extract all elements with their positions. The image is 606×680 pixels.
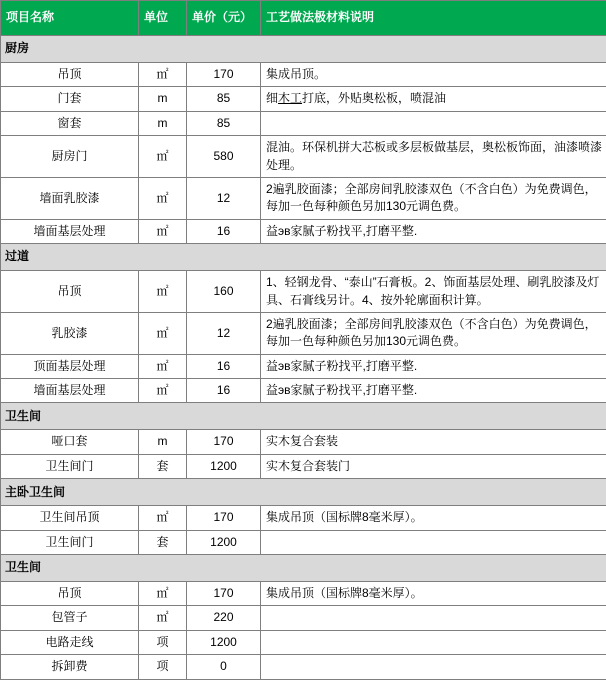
cell-unit-price: 170 <box>187 582 261 606</box>
cell-description: 集成吊顶（国标牌8毫米厚）。 <box>261 506 606 530</box>
cell-item-name: 门套 <box>1 87 139 111</box>
table-row <box>1 219 606 243</box>
cell-description: 2遍乳胶面漆；全部房间乳胶漆双色（不含白色）为免费调色，每加一色每种颜色另加130元调色费。 <box>261 312 606 354</box>
cell-unit-price: 16 <box>187 379 261 403</box>
cell-unit-price: 16 <box>187 219 261 243</box>
cell-item-name: 墙面乳胶漆 <box>1 177 139 219</box>
cell-item-name: 卫生间吊顶 <box>1 506 139 530</box>
table-header-row <box>1 1 606 36</box>
section-row <box>1 403 606 430</box>
cell-unit: ㎡ <box>139 379 187 403</box>
cell-unit-price: 85 <box>187 111 261 135</box>
cell-description: 混油。环保机拼大芯板或多层板做基层，奥松板饰面，油漆喷漆处理。 <box>261 136 606 178</box>
cell-unit: ㎡ <box>139 177 187 219</box>
cell-item-name: 包管子 <box>1 606 139 630</box>
section-row <box>1 479 606 506</box>
cell-item-name: 顶面基层处理 <box>1 354 139 378</box>
cell-item-name: 拆卸费 <box>1 655 139 679</box>
cell-unit: 项 <box>139 630 187 654</box>
cell-description: 集成吊顶。 <box>261 63 606 87</box>
cell-unit: ㎡ <box>139 354 187 378</box>
cell-item-name: 哑口套 <box>1 430 139 454</box>
cell-unit-price: 12 <box>187 177 261 219</box>
cell-item-name: 窗套 <box>1 111 139 135</box>
cell-unit-price: 12 <box>187 312 261 354</box>
section-label: 卫生间 <box>1 555 606 582</box>
cell-unit: m <box>139 87 187 111</box>
cell-unit: ㎡ <box>139 136 187 178</box>
table-row <box>1 582 606 606</box>
cell-unit-price: 220 <box>187 606 261 630</box>
cell-unit-price: 0 <box>187 655 261 679</box>
section-label: 厨房 <box>1 36 606 63</box>
cell-unit-price: 1200 <box>187 530 261 554</box>
table-row <box>1 530 606 554</box>
cell-description: 2遍乳胶面漆；全部房间乳胶漆双色（不含白色）为免费调色，每加一色每种颜色另加130元调色费。 <box>261 177 606 219</box>
cell-unit-price: 85 <box>187 87 261 111</box>
header-cell-unit: 单位 <box>139 1 187 36</box>
cell-unit: 套 <box>139 530 187 554</box>
cell-description: 益эв家腻子粉找平,打磨平整. <box>261 219 606 243</box>
cell-unit-price: 170 <box>187 430 261 454</box>
cell-unit: ㎡ <box>139 312 187 354</box>
cell-description: 益эв家腻子粉找平,打磨平整. <box>261 379 606 403</box>
table-row <box>1 630 606 654</box>
cell-unit: ㎡ <box>139 63 187 87</box>
cell-item-name: 墙面基层处理 <box>1 219 139 243</box>
cell-description: 实木复合套装门 <box>261 454 606 478</box>
section-label: 主卧卫生间 <box>1 479 606 506</box>
header-cell-price: 单价（元） <box>187 1 261 36</box>
cell-description <box>261 630 606 654</box>
cell-item-name: 厨房门 <box>1 136 139 178</box>
cell-item-name: 卫生间门 <box>1 530 139 554</box>
section-row <box>1 36 606 63</box>
cell-description: 集成吊顶（国标牌8毫米厚）。 <box>261 582 606 606</box>
cell-unit-price: 16 <box>187 354 261 378</box>
cell-description: 益эв家腻子粉找平,打磨平整. <box>261 354 606 378</box>
cell-description: 实木复合套装 <box>261 430 606 454</box>
cell-unit: ㎡ <box>139 271 187 313</box>
cell-description <box>261 530 606 554</box>
underlined-term: 木工 <box>278 91 302 105</box>
table-row <box>1 63 606 87</box>
table-row <box>1 430 606 454</box>
table-row <box>1 87 606 111</box>
cell-description <box>261 655 606 679</box>
cell-unit: ㎡ <box>139 506 187 530</box>
cell-unit-price: 1200 <box>187 454 261 478</box>
cell-unit: 项 <box>139 655 187 679</box>
cell-description: 1、轻钢龙骨、“泰山”石膏板。2、饰面基层处理、刷乳胶漆及灯具、石膏线另计。4、按外轮廓面积计算。 <box>261 271 606 313</box>
header-cell-name: 项目名称 <box>1 1 139 36</box>
table-row <box>1 177 606 219</box>
table-row <box>1 271 606 313</box>
cell-item-name: 吊顶 <box>1 63 139 87</box>
cell-unit: 套 <box>139 454 187 478</box>
table-row <box>1 312 606 354</box>
cell-description <box>261 111 606 135</box>
cell-item-name: 乳胶漆 <box>1 312 139 354</box>
cell-description <box>261 606 606 630</box>
section-row <box>1 244 606 271</box>
cell-unit-price: 170 <box>187 506 261 530</box>
cell-unit: ㎡ <box>139 219 187 243</box>
table-row <box>1 606 606 630</box>
table-row <box>1 354 606 378</box>
table-row <box>1 111 606 135</box>
section-label: 卫生间 <box>1 403 606 430</box>
cell-unit-price: 170 <box>187 63 261 87</box>
header-cell-desc: 工艺做法极材料说明 <box>261 1 606 36</box>
cell-item-name: 卫生间门 <box>1 454 139 478</box>
cell-item-name: 吊顶 <box>1 271 139 313</box>
table-row <box>1 136 606 178</box>
cell-item-name: 电路走线 <box>1 630 139 654</box>
cell-unit-price: 160 <box>187 271 261 313</box>
cell-unit: ㎡ <box>139 606 187 630</box>
cell-item-name: 吊顶 <box>1 582 139 606</box>
section-row <box>1 555 606 582</box>
cell-unit: ㎡ <box>139 582 187 606</box>
table-row <box>1 379 606 403</box>
cell-description: 细木工打底，外贴奥松板，喷混油 <box>261 87 606 111</box>
table-row <box>1 506 606 530</box>
cell-unit: m <box>139 430 187 454</box>
cell-unit: m <box>139 111 187 135</box>
section-label: 过道 <box>1 244 606 271</box>
cell-unit-price: 580 <box>187 136 261 178</box>
table-row <box>1 655 606 679</box>
cell-unit-price: 1200 <box>187 630 261 654</box>
table-row <box>1 454 606 478</box>
cell-item-name: 墙面基层处理 <box>1 379 139 403</box>
